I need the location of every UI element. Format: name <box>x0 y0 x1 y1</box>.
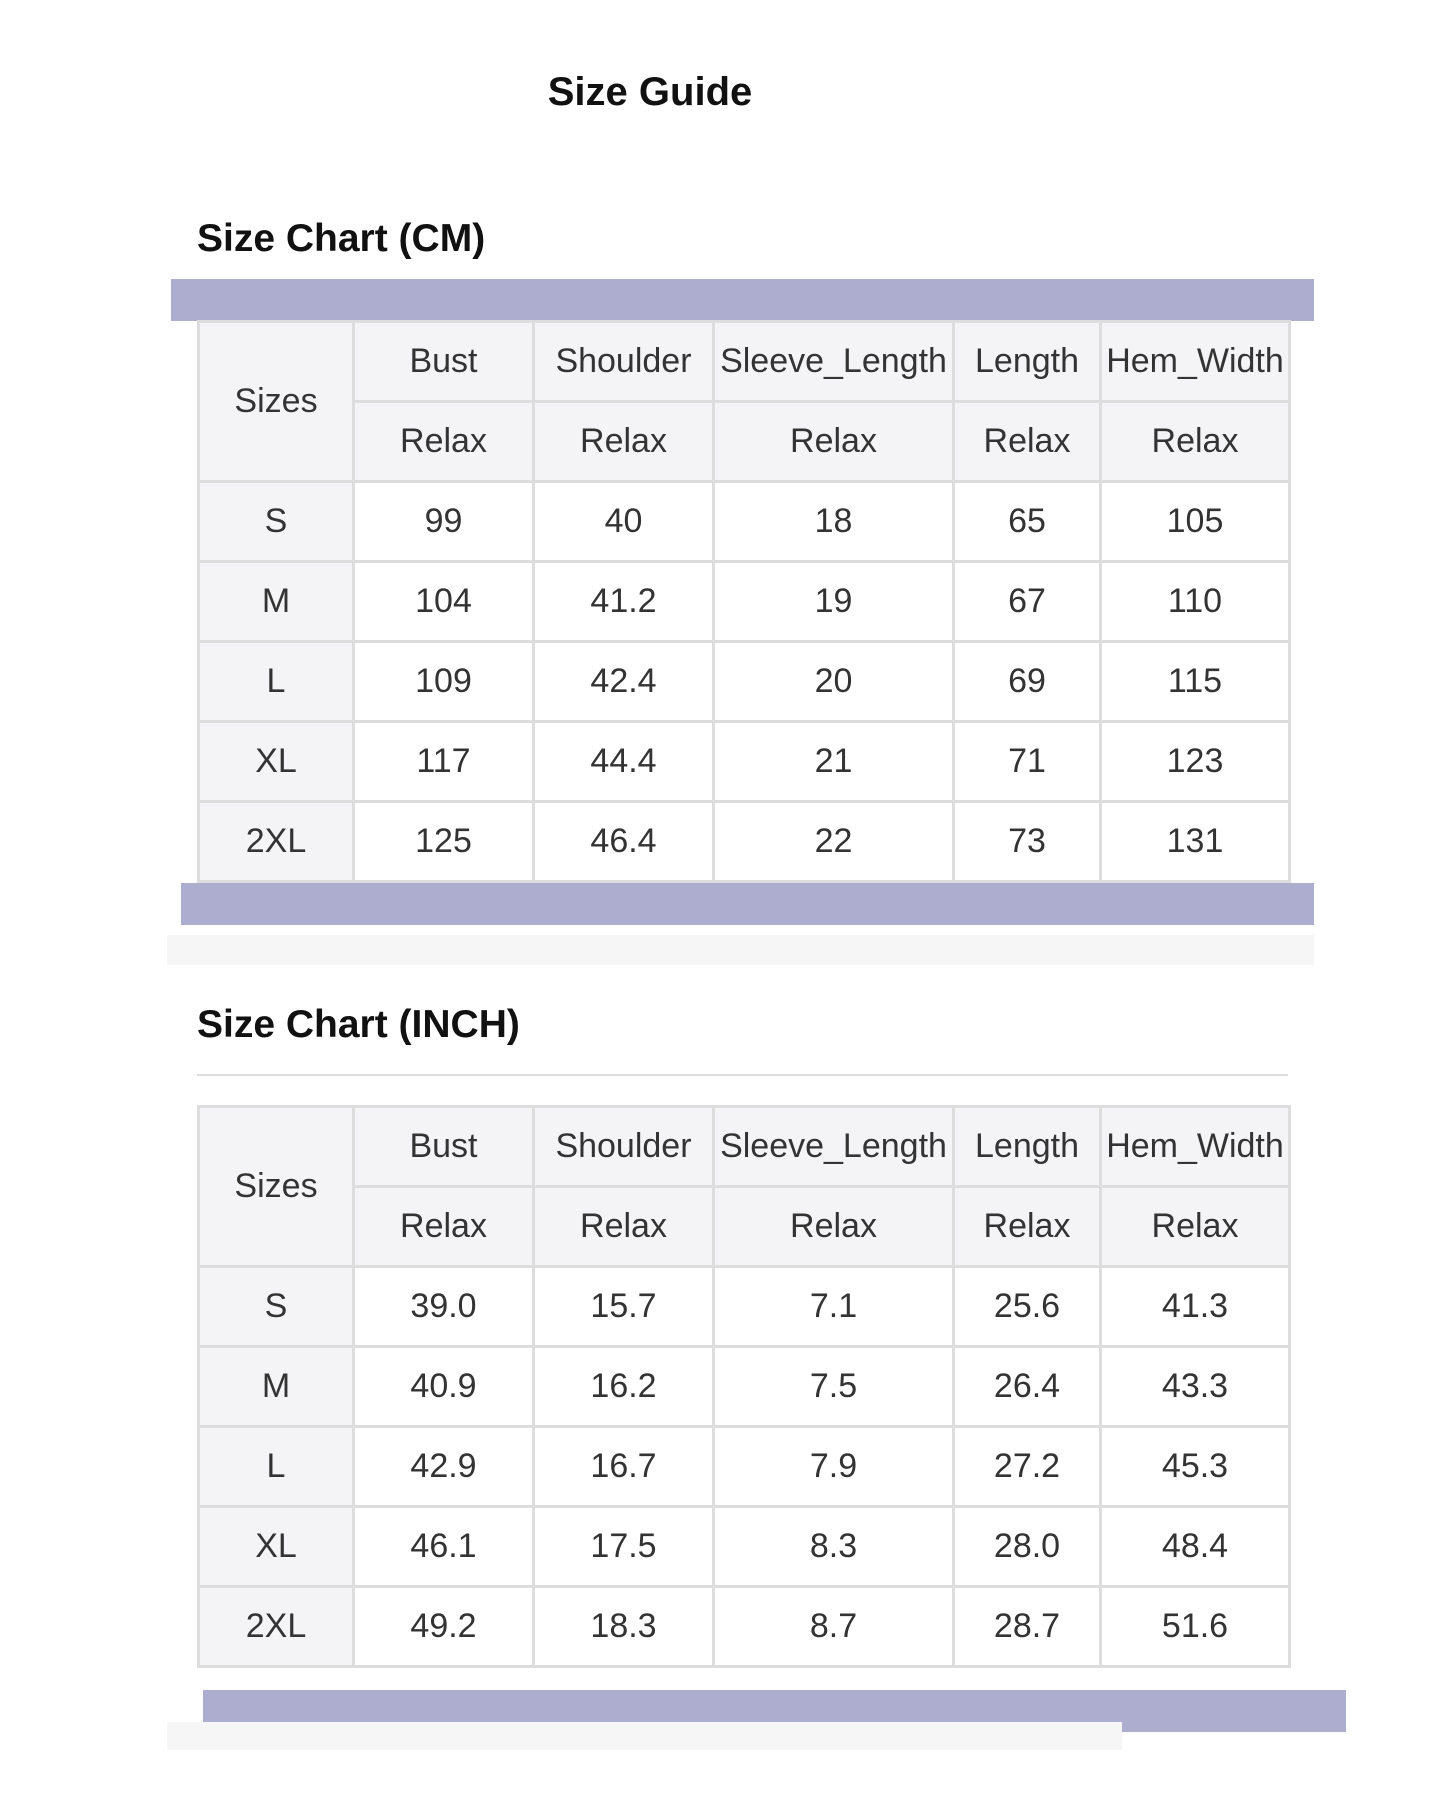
page-title: Size Guide <box>547 70 753 114</box>
fit-label: Relax <box>354 402 534 482</box>
table-cell: 8.7 <box>714 1587 954 1667</box>
cm-top-band <box>171 279 1314 321</box>
column-header-hem-width: Hem_Width <box>1101 1107 1290 1187</box>
table-row <box>199 1587 1290 1667</box>
table-cell: 109 <box>354 642 534 722</box>
table-cell: 46.4 <box>534 802 714 882</box>
table-row <box>199 482 1290 562</box>
fit-label: Relax <box>534 402 714 482</box>
fit-label: Relax <box>354 1187 534 1267</box>
column-header-sizes: Sizes <box>199 1107 354 1267</box>
inch-title-rule <box>197 1074 1288 1076</box>
table-cell: 20 <box>714 642 954 722</box>
table-cell: 16.2 <box>534 1347 714 1427</box>
cm-size-table <box>197 320 1291 883</box>
table-row <box>199 1267 1290 1347</box>
table-row <box>199 1507 1290 1587</box>
table-cell: 39.0 <box>354 1267 534 1347</box>
table-cell: 115 <box>1101 642 1290 722</box>
table-row <box>199 722 1290 802</box>
table-cell: 43.3 <box>1101 1347 1290 1427</box>
table-row <box>199 1427 1290 1507</box>
table-cell: 41.2 <box>534 562 714 642</box>
column-header-shoulder: Shoulder <box>534 322 714 402</box>
size-label: S <box>199 482 354 562</box>
table-cell: 131 <box>1101 802 1290 882</box>
size-label: M <box>199 1347 354 1427</box>
column-header-bust: Bust <box>354 322 534 402</box>
inch-size-table <box>197 1105 1291 1668</box>
table-cell: 45.3 <box>1101 1427 1290 1507</box>
table-cell: 42.4 <box>534 642 714 722</box>
inch-bottom-strip <box>167 1722 1122 1750</box>
table-cell: 117 <box>354 722 534 802</box>
column-header-sleeve-length: Sleeve_Length <box>714 1107 954 1187</box>
column-header-shoulder: Shoulder <box>534 1107 714 1187</box>
size-label: L <box>199 1427 354 1507</box>
table-cell: 65 <box>954 482 1101 562</box>
inch-chart-title: Size Chart (INCH) <box>197 1003 520 1046</box>
table-cell: 19 <box>714 562 954 642</box>
column-header-length: Length <box>954 1107 1101 1187</box>
size-label: S <box>199 1267 354 1347</box>
table-cell: 27.2 <box>954 1427 1101 1507</box>
size-label: XL <box>199 722 354 802</box>
size-label: XL <box>199 1507 354 1587</box>
fit-label: Relax <box>714 402 954 482</box>
fit-label: Relax <box>1101 1187 1290 1267</box>
column-header-bust: Bust <box>354 1107 534 1187</box>
fit-label: Relax <box>714 1187 954 1267</box>
table-cell: 7.1 <box>714 1267 954 1347</box>
table-cell: 41.3 <box>1101 1267 1290 1347</box>
table-cell: 49.2 <box>354 1587 534 1667</box>
table-cell: 123 <box>1101 722 1290 802</box>
column-header-sleeve-length: Sleeve_Length <box>714 322 954 402</box>
table-cell: 21 <box>714 722 954 802</box>
table-cell: 25.6 <box>954 1267 1101 1347</box>
table-cell: 67 <box>954 562 1101 642</box>
table-cell: 15.7 <box>534 1267 714 1347</box>
column-header-sizes: Sizes <box>199 322 354 482</box>
table-row <box>199 802 1290 882</box>
table-cell: 73 <box>954 802 1101 882</box>
table-cell: 40 <box>534 482 714 562</box>
size-label: 2XL <box>199 802 354 882</box>
table-cell: 51.6 <box>1101 1587 1290 1667</box>
cm-chart-title: Size Chart (CM) <box>197 217 486 260</box>
cm-bottom-strip <box>167 935 1314 965</box>
table-cell: 28.7 <box>954 1587 1101 1667</box>
table-cell: 71 <box>954 722 1101 802</box>
fit-label: Relax <box>954 1187 1101 1267</box>
fit-label: Relax <box>954 402 1101 482</box>
table-cell: 105 <box>1101 482 1290 562</box>
table-cell: 8.3 <box>714 1507 954 1587</box>
table-cell: 22 <box>714 802 954 882</box>
size-label: L <box>199 642 354 722</box>
table-cell: 40.9 <box>354 1347 534 1427</box>
table-cell: 125 <box>354 802 534 882</box>
table-cell: 17.5 <box>534 1507 714 1587</box>
table-row <box>199 1347 1290 1427</box>
cm-bottom-band <box>181 883 1314 925</box>
table-cell: 69 <box>954 642 1101 722</box>
table-row <box>199 562 1290 642</box>
table-cell: 26.4 <box>954 1347 1101 1427</box>
table-cell: 18.3 <box>534 1587 714 1667</box>
table-cell: 46.1 <box>354 1507 534 1587</box>
column-header-hem-width: Hem_Width <box>1101 322 1290 402</box>
table-cell: 7.5 <box>714 1347 954 1427</box>
size-label: M <box>199 562 354 642</box>
fit-label: Relax <box>534 1187 714 1267</box>
table-cell: 110 <box>1101 562 1290 642</box>
column-header-length: Length <box>954 322 1101 402</box>
cm-chart-table-wrap <box>0 320 1445 883</box>
table-cell: 99 <box>354 482 534 562</box>
fit-label: Relax <box>1101 402 1290 482</box>
table-row <box>199 642 1290 722</box>
table-cell: 44.4 <box>534 722 714 802</box>
table-cell: 16.7 <box>534 1427 714 1507</box>
table-cell: 18 <box>714 482 954 562</box>
table-cell: 7.9 <box>714 1427 954 1507</box>
table-cell: 42.9 <box>354 1427 534 1507</box>
size-label: 2XL <box>199 1587 354 1667</box>
table-cell: 28.0 <box>954 1507 1101 1587</box>
table-cell: 104 <box>354 562 534 642</box>
inch-chart-table-wrap <box>0 1105 1445 1695</box>
table-cell: 48.4 <box>1101 1507 1290 1587</box>
